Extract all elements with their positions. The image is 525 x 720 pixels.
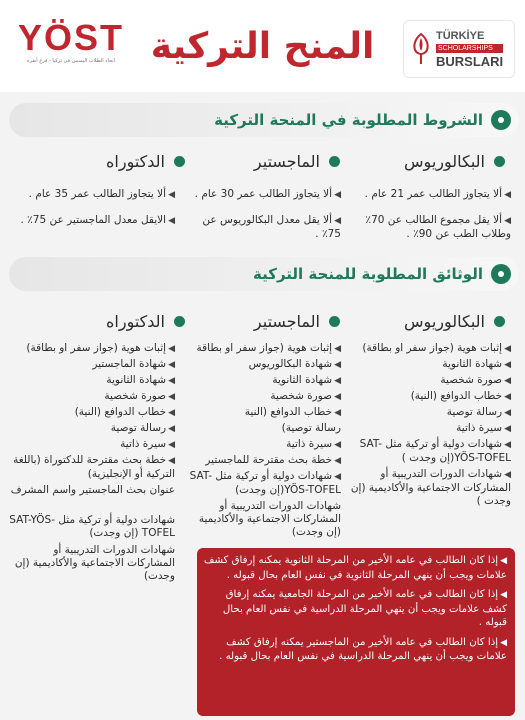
- list-item: شهادات الدورات التدريبية أو المشاركات الاجتماعية والأكاديمية (إن وجدت): [198, 500, 341, 538]
- list-item: ◀ألا يتجاوز الطالب عمر 35 عام .: [28, 188, 175, 200]
- arrow-left-icon: ◀: [168, 344, 175, 354]
- arrow-left-icon: ◀: [504, 424, 511, 434]
- arrow-left-icon: ◀: [334, 216, 341, 226]
- note-item: ◀إذا كان الطالب في عامه الأخير من المرحلة الجامعية يمكنه إرفاق كشف علامات ويجب أن ينهي المرحلة الدراسية في نفس العام بحال قبوله .: [222, 589, 507, 628]
- arrow-left-icon: ◀: [334, 360, 341, 370]
- arrow-left-icon: ◀: [334, 344, 341, 354]
- documents-heading-text: الوثائق المطلوبة للمنحة التركية: [253, 265, 483, 283]
- green-dot-icon: [174, 156, 185, 167]
- column-title: البكالوريوس: [404, 151, 485, 171]
- arrow-left-icon: ◀: [504, 216, 511, 226]
- list-item: ◀سيرة ذاتية: [120, 438, 175, 450]
- arrow-left-icon: ◀: [500, 637, 507, 648]
- list-item: ◀ألا يقل معدل البكالوريوس عن 75٪ .: [202, 214, 341, 240]
- list-item: رسالة توصية): [281, 422, 341, 434]
- page-title: المنح التركية: [150, 25, 375, 67]
- tulip-icon: [410, 32, 432, 66]
- arrow-left-icon: ◀: [168, 408, 175, 418]
- list-item: ◀صورة شخصية: [270, 390, 341, 402]
- arrow-left-icon: ◀: [168, 392, 175, 402]
- documents-col-phd-title: [106, 310, 185, 332]
- arrow-left-icon: ◀: [504, 344, 511, 354]
- conditions-col-bachelor-title: [404, 150, 505, 172]
- list-item: ◀إثبات هوية (جواز سفر او بطاقة: [196, 342, 341, 354]
- column-title: الدكتوراه: [106, 311, 165, 331]
- arrow-left-icon: ◀: [334, 408, 341, 418]
- column-title: البكالوريوس: [404, 311, 485, 331]
- yost-caption: اتحاد الطلاب اليمنيين في تركيا - فرع أنقرة: [27, 58, 115, 64]
- list-item: ◀شهادات دولية أو تركية مثل SAT-YÖS-TOFEL(إن وجدت): [189, 470, 341, 496]
- list-item: ◀ألا يقل مجموع الطالب عن 70٪ وطلاب الطب عن 90٪ .: [365, 214, 511, 240]
- arrow-left-icon: ◀: [504, 470, 511, 480]
- list-item: ◀خطة بحث مقترحة للدكتوراة (باللغة التركية أو الإنجليزية): [13, 454, 175, 480]
- list-item: ◀شهادة الماجستير: [92, 358, 175, 370]
- page-header: [0, 0, 525, 92]
- arrow-left-icon: ◀: [168, 376, 175, 386]
- list-item: ◀شهادة الثانوية: [272, 374, 341, 386]
- list-item: ◀الايقل معدل الماجستير عن 75٪ .: [20, 214, 175, 226]
- list-item: شهادات الدورات التدريبية أو المشاركات الاجتماعية والأكاديمية (إن وجدت): [14, 544, 175, 582]
- documents-heading: [9, 257, 519, 291]
- green-dot-icon: [494, 156, 505, 167]
- list-item: ◀شهادة الثانوية: [106, 374, 175, 386]
- yost-mark: YÖST: [17, 17, 124, 58]
- notes-box: [197, 548, 515, 716]
- green-dot-icon: [494, 316, 505, 327]
- logo-line-2: SCHOLARSHIPS: [436, 44, 503, 53]
- section-bullet-icon: [491, 110, 511, 130]
- arrow-left-icon: ◀: [334, 456, 341, 466]
- list-item: ◀صورة شخصية: [104, 390, 175, 402]
- logo-line-3: BURSLARI: [436, 53, 504, 69]
- arrow-left-icon: ◀: [334, 440, 341, 450]
- arrow-left-icon: ◀: [504, 392, 511, 402]
- list-item: ◀خطاب الدوافع (النية): [410, 390, 511, 402]
- list-item: ◀ألا يتجاوز الطالب عمر 30 عام .: [194, 188, 341, 200]
- arrow-left-icon: ◀: [168, 440, 175, 450]
- arrow-left-icon: ◀: [504, 440, 511, 450]
- green-dot-icon: [174, 316, 185, 327]
- note-item: ◀إذا كان الطالب في عامه الأخير من المرحلة الثانوية يمكنه إرفاق كشف علامات ويجب أن ينهي المرحلة الثانوية في نفس العام بحال قبوله .: [203, 555, 507, 581]
- conditions-col-master-title: [254, 150, 340, 172]
- column-title: الماجستير: [253, 311, 320, 331]
- green-dot-icon: [329, 156, 340, 167]
- list-item: عنوان بحث الماجستير واسم المشرف: [10, 484, 175, 496]
- list-item: ◀شهادات الدورات التدريبية أو المشاركات الاجتماعية والأكاديمية (إن وجدت ): [350, 468, 511, 507]
- arrow-left-icon: ◀: [168, 216, 175, 226]
- documents-col-master-title: [254, 310, 340, 332]
- list-item: ◀شهادات دولية أو تركية مثل SAT-YÖS-TOFEL(إن وجدت ): [359, 438, 511, 464]
- list-item: ◀رسالة توصية: [446, 406, 511, 418]
- green-dot-icon: [329, 316, 340, 327]
- documents-col-bachelor-title: [404, 310, 505, 332]
- column-title: الدكتوراه: [106, 151, 165, 171]
- arrow-left-icon: ◀: [504, 376, 511, 386]
- arrow-left-icon: ◀: [168, 360, 175, 370]
- arrow-left-icon: ◀: [334, 376, 341, 386]
- arrow-left-icon: ◀: [504, 360, 511, 370]
- column-title: الماجستير: [253, 151, 320, 171]
- arrow-left-icon: ◀: [168, 456, 175, 466]
- list-item: ◀ألا يتجاوز الطالب عمر 21 عام .: [364, 188, 511, 200]
- conditions-heading-text: الشروط المطلوبة في المنحة التركية: [214, 111, 483, 129]
- section-bullet-icon: [491, 264, 511, 284]
- list-item: ◀شهادة البكالوريوس: [248, 358, 341, 370]
- arrow-left-icon: ◀: [504, 408, 511, 418]
- list-item: ◀إثبات هوية (جواز سفر او بطاقة): [26, 342, 175, 354]
- arrow-left-icon: ◀: [504, 190, 511, 200]
- conditions-col-phd-title: [106, 150, 185, 172]
- list-item: ◀شهادة الثانوية: [442, 358, 511, 370]
- list-item: ◀سيرة ذاتية: [456, 422, 511, 434]
- list-item: شهادات دولية أو تركية مثل SAT-YÖS-TOFEL (إن وجدت): [9, 514, 175, 539]
- logo-line-1: TÜRKİYE: [436, 29, 485, 42]
- list-item: ◀خطة بحث مقترحة للماجستير: [205, 454, 341, 466]
- yost-logo: [8, 18, 134, 82]
- arrow-left-icon: ◀: [168, 424, 175, 434]
- arrow-left-icon: ◀: [168, 190, 175, 200]
- arrow-left-icon: ◀: [334, 392, 341, 402]
- list-item: ◀خطاب الدوافع (النية: [244, 406, 341, 418]
- turkiye-burslari-logo: [403, 20, 515, 78]
- conditions-heading: [9, 103, 519, 137]
- list-item: ◀خطاب الدوافع (النية): [74, 406, 175, 418]
- list-item: ◀إثبات هوية (جواز سفر او بطاقة): [362, 342, 511, 354]
- arrow-left-icon: ◀: [500, 590, 507, 600]
- note-item: ◀إذا كان الطالب في عامه الأخير من الماجستير يمكنه إرفاق كشف علامات ويجب أن ينهي المرحلة الدراسية في نفس العام بحال قبوله .: [219, 636, 507, 662]
- list-item: ◀سيرة ذاتية: [286, 438, 341, 450]
- list-item: ◀صورة شخصية: [440, 374, 511, 386]
- arrow-left-icon: ◀: [500, 556, 507, 566]
- list-item: ◀رسالة توصية: [110, 422, 175, 434]
- arrow-left-icon: ◀: [334, 190, 341, 200]
- arrow-left-icon: ◀: [334, 472, 341, 482]
